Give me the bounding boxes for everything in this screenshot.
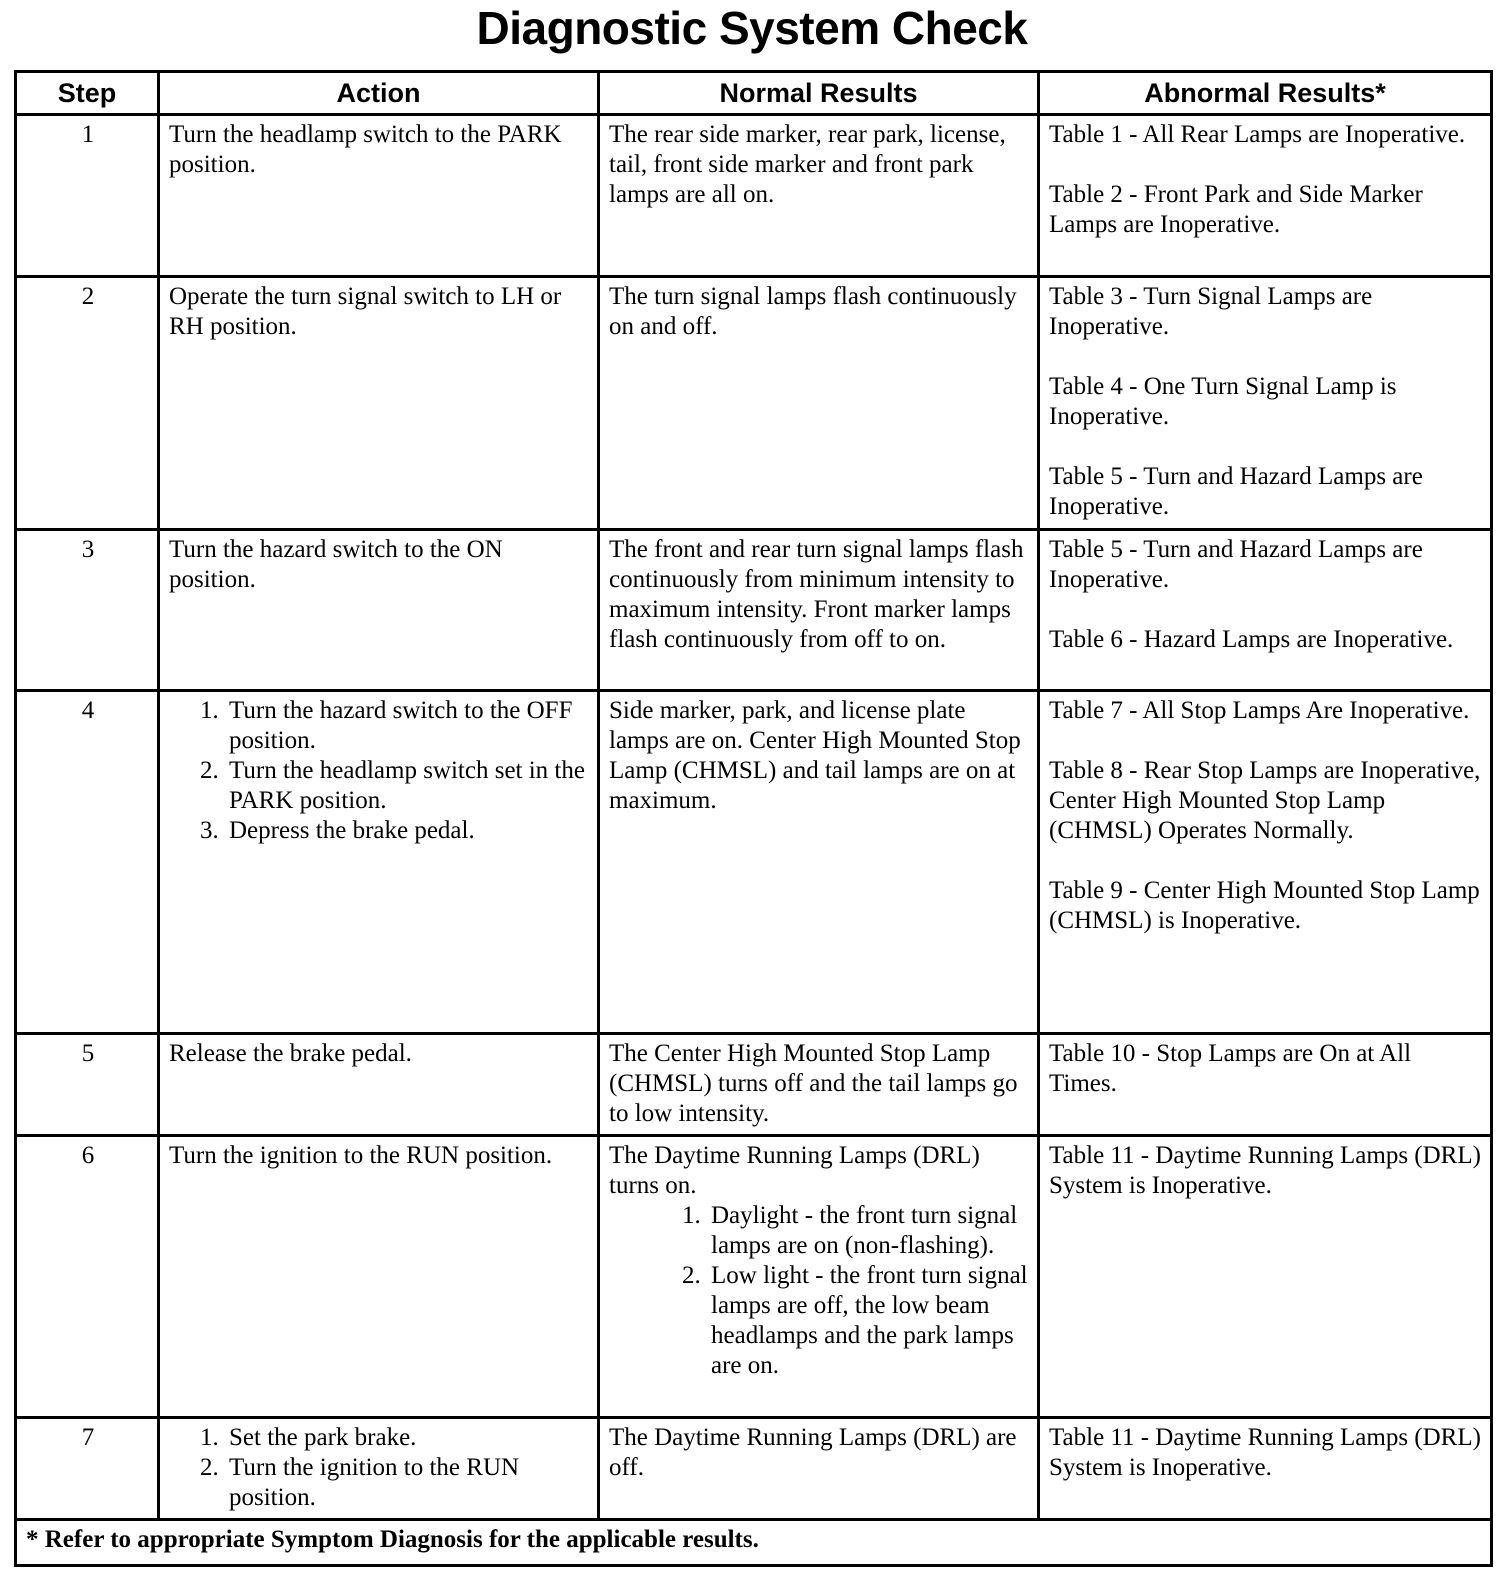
abnormal-result: Table 11 - Daytime Running Lamps (DRL) System is Inoperative. xyxy=(1049,1424,1481,1481)
table-row xyxy=(16,691,1492,1034)
action-steps-list xyxy=(169,696,590,846)
abnormal-result: Table 1 - All Rear Lamps are Inoperative. xyxy=(1049,121,1466,148)
step-number: 1 xyxy=(16,115,159,277)
normal-results-cell: The Center High Mounted Stop Lamp (CHMSL) turns off and the tail lamps go to low intensity. xyxy=(599,1034,1039,1136)
list-item: 1. Daylight - the front turn signal lamps are on (non-flashing). xyxy=(707,1201,1030,1261)
normal-results-cell: Side marker, park, and license plate lamps are on. Center High Mounted Stop Lamp (CHMSL) and tail lamps are on at maximum. xyxy=(599,691,1039,1034)
abnormal-result: Table 4 - One Turn Signal Lamp is Inoperative. xyxy=(1049,373,1397,430)
abnormal-result: Table 8 - Rear Stop Lamps are Inoperative, Center High Mounted Stop Lamp (CHMSL) Operates Normally. xyxy=(1049,757,1481,844)
header-normal-results: Normal Results xyxy=(599,72,1039,115)
normal-results-cell: The front and rear turn signal lamps flash continuously from minimum intensity to maximum intensity. Front marker lamps flash continuously from off to on. xyxy=(599,530,1039,691)
header-row xyxy=(16,72,1492,115)
header-action: Action xyxy=(159,72,599,115)
table-row xyxy=(16,1418,1492,1520)
table-row xyxy=(16,1136,1492,1418)
abnormal-result: Table 5 - Turn and Hazard Lamps are Inoperative. xyxy=(1049,463,1423,520)
action-cell xyxy=(159,1418,599,1520)
table-row xyxy=(16,1034,1492,1136)
normal-results-cell xyxy=(599,1136,1039,1418)
abnormal-result: Table 11 - Daytime Running Lamps (DRL) System is Inoperative. xyxy=(1049,1142,1481,1199)
step-number: 7 xyxy=(16,1418,159,1520)
action-cell: Operate the turn signal switch to LH or RH position. xyxy=(159,277,599,530)
normal-results-list xyxy=(609,1201,1030,1381)
header-abnormal-results: Abnormal Results* xyxy=(1039,72,1492,115)
abnormal-results-cell xyxy=(1039,115,1492,277)
action-cell xyxy=(159,691,599,1034)
table-row xyxy=(16,530,1492,691)
abnormal-results-cell xyxy=(1039,1034,1492,1136)
normal-results-cell: The turn signal lamps flash continuously on and off. xyxy=(599,277,1039,530)
action-steps-list xyxy=(169,1423,590,1513)
list-item: 2. Low light - the front turn signal lamps are off, the low beam headlamps and the park lamps are on. xyxy=(707,1261,1030,1381)
abnormal-result: Table 2 - Front Park and Side Marker Lamps are Inoperative. xyxy=(1049,181,1423,238)
normal-results-cell: The rear side marker, rear park, license, tail, front side marker and front park lamps are all on. xyxy=(599,115,1039,277)
action-cell: Turn the ignition to the RUN position. xyxy=(159,1136,599,1418)
abnormal-result: Table 6 - Hazard Lamps are Inoperative. xyxy=(1049,626,1454,653)
step-number: 4 xyxy=(16,691,159,1034)
abnormal-result: Table 10 - Stop Lamps are On at All Times. xyxy=(1049,1040,1412,1097)
abnormal-result: Table 9 - Center High Mounted Stop Lamp (CHMSL) is Inoperative. xyxy=(1049,877,1480,934)
diagnostic-table xyxy=(14,70,1493,1567)
action-cell: Turn the headlamp switch to the PARK position. xyxy=(159,115,599,277)
table-row xyxy=(16,277,1492,530)
abnormal-results-cell xyxy=(1039,530,1492,691)
abnormal-results-cell xyxy=(1039,277,1492,530)
page-title: Diagnostic System Check xyxy=(476,2,1028,54)
step-number: 6 xyxy=(16,1136,159,1418)
abnormal-result: Table 7 - All Stop Lamps Are Inoperative. xyxy=(1049,697,1470,724)
step-number: 3 xyxy=(16,530,159,691)
list-item: 1. Turn the hazard switch to the OFF position. xyxy=(225,696,590,756)
action-cell: Turn the hazard switch to the ON position. xyxy=(159,530,599,691)
footnote: * Refer to appropriate Symptom Diagnosis for the applicable results. xyxy=(16,1520,1492,1566)
normal-result-intro: The Daytime Running Lamps (DRL) turns on. xyxy=(609,1142,980,1199)
footnote-row xyxy=(16,1520,1492,1566)
list-item: 2. Turn the headlamp switch set in the PARK position. xyxy=(225,756,590,816)
list-item: 2. Turn the ignition to the RUN position. xyxy=(225,1453,590,1513)
header-step: Step xyxy=(16,72,159,115)
abnormal-result: Table 3 - Turn Signal Lamps are Inoperative. xyxy=(1049,283,1373,340)
table-row xyxy=(16,115,1492,277)
normal-results-cell: The Daytime Running Lamps (DRL) are off. xyxy=(599,1418,1039,1520)
abnormal-result: Table 5 - Turn and Hazard Lamps are Inoperative. xyxy=(1049,536,1423,593)
list-item: 1. Set the park brake. xyxy=(225,1423,590,1453)
step-number: 2 xyxy=(16,277,159,530)
abnormal-results-cell xyxy=(1039,1136,1492,1418)
abnormal-results-cell xyxy=(1039,1418,1492,1520)
step-number: 5 xyxy=(16,1034,159,1136)
list-item: 3. Depress the brake pedal. xyxy=(225,816,590,846)
action-cell: Release the brake pedal. xyxy=(159,1034,599,1136)
abnormal-results-cell xyxy=(1039,691,1492,1034)
